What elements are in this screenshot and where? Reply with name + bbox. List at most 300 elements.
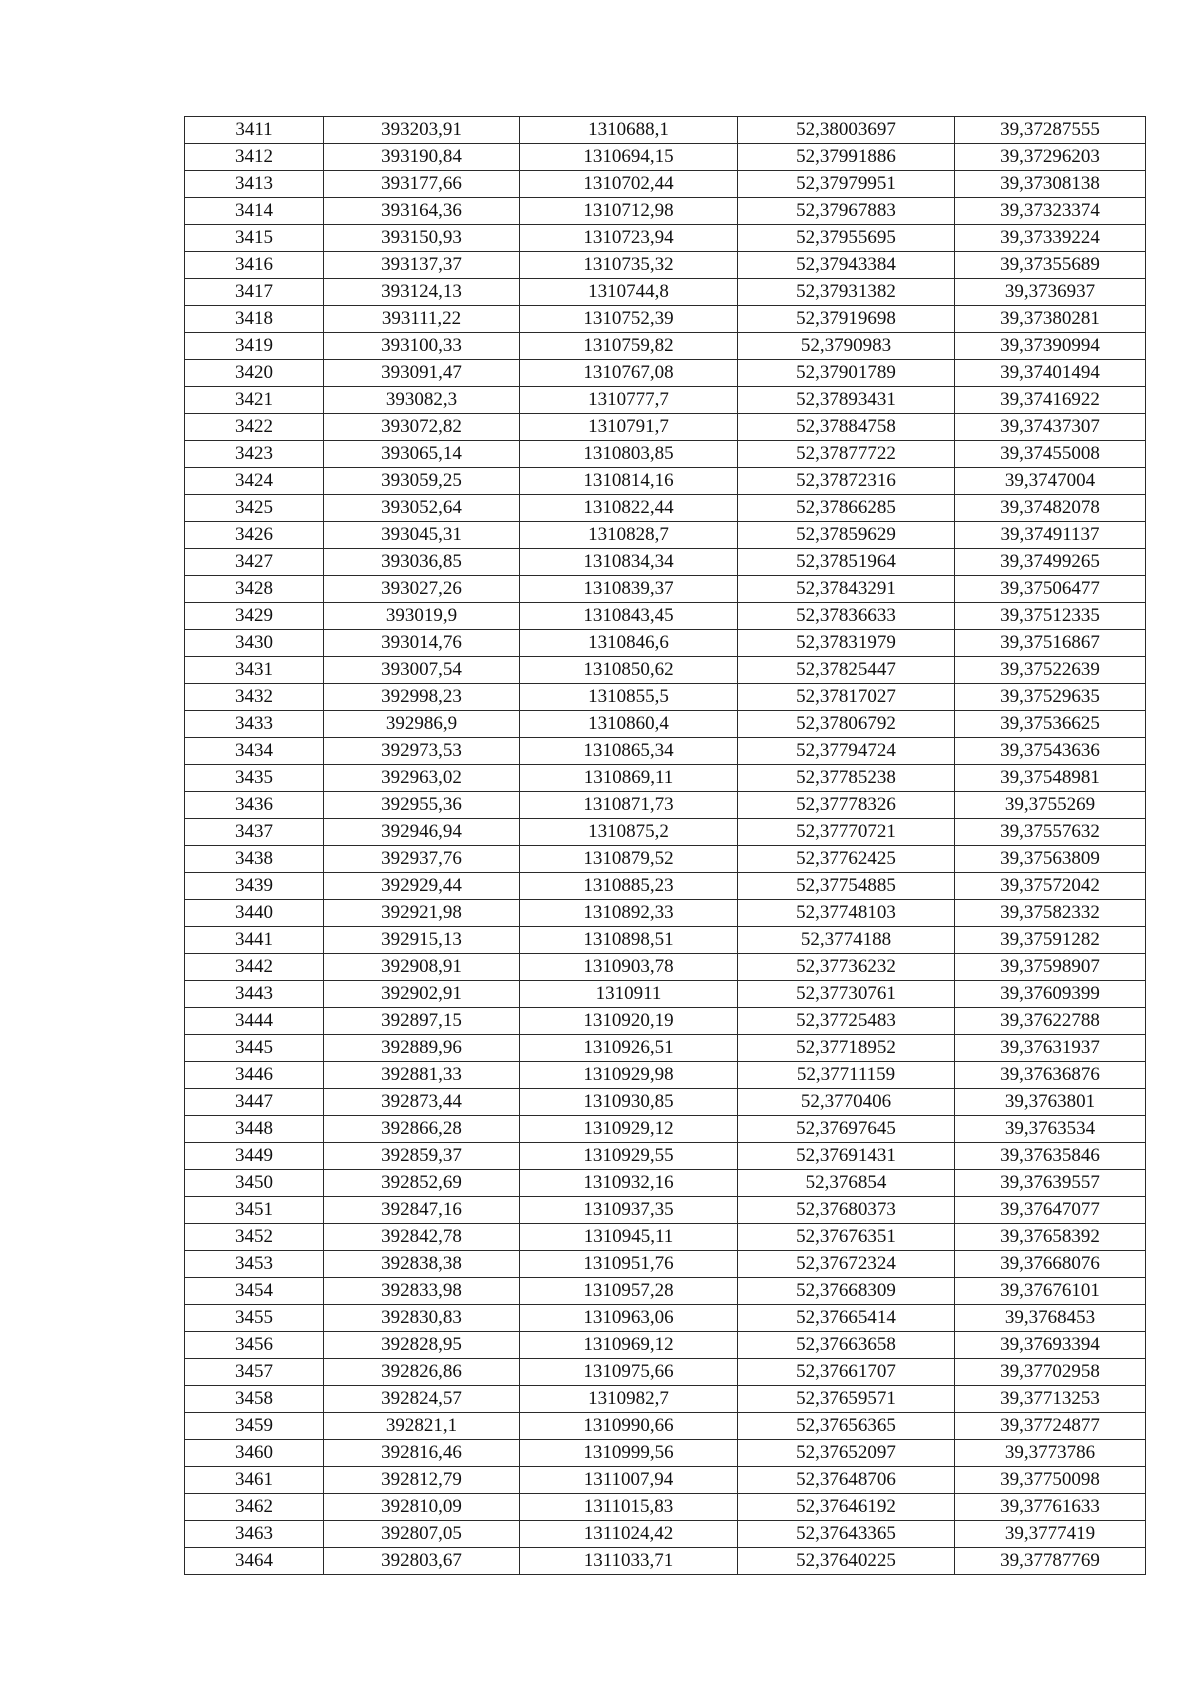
latitude-cell: 52,37697645: [738, 1116, 955, 1143]
point-number-cell: 3444: [185, 1008, 324, 1035]
longitude-cell: 39,37713253: [955, 1386, 1146, 1413]
table-row: [185, 1521, 1146, 1548]
point-number-cell: 3421: [185, 387, 324, 414]
latitude-cell: 52,37672324: [738, 1251, 955, 1278]
longitude-cell: 39,37639557: [955, 1170, 1146, 1197]
table-row: [185, 144, 1146, 171]
table-row: [185, 1467, 1146, 1494]
latitude-cell: 52,37652097: [738, 1440, 955, 1467]
y-coordinate-cell: 1310803,85: [520, 441, 738, 468]
point-number-cell: 3426: [185, 522, 324, 549]
latitude-cell: 52,37754885: [738, 873, 955, 900]
longitude-cell: 39,3763534: [955, 1116, 1146, 1143]
latitude-cell: 52,37691431: [738, 1143, 955, 1170]
longitude-cell: 39,37339224: [955, 225, 1146, 252]
x-coordinate-cell: 392812,79: [324, 1467, 520, 1494]
point-number-cell: 3455: [185, 1305, 324, 1332]
y-coordinate-cell: 1311033,71: [520, 1548, 738, 1575]
latitude-cell: 52,37825447: [738, 657, 955, 684]
table-row: [185, 657, 1146, 684]
longitude-cell: 39,37591282: [955, 927, 1146, 954]
y-coordinate-cell: 1310767,08: [520, 360, 738, 387]
table-row: [185, 711, 1146, 738]
y-coordinate-cell: 1310892,33: [520, 900, 738, 927]
longitude-cell: 39,37635846: [955, 1143, 1146, 1170]
longitude-cell: 39,3773786: [955, 1440, 1146, 1467]
longitude-cell: 39,37543636: [955, 738, 1146, 765]
point-number-cell: 3452: [185, 1224, 324, 1251]
point-number-cell: 3422: [185, 414, 324, 441]
point-number-cell: 3423: [185, 441, 324, 468]
y-coordinate-cell: 1310999,56: [520, 1440, 738, 1467]
point-number-cell: 3460: [185, 1440, 324, 1467]
point-number-cell: 3434: [185, 738, 324, 765]
longitude-cell: 39,37390994: [955, 333, 1146, 360]
latitude-cell: 52,37656365: [738, 1413, 955, 1440]
y-coordinate-cell: 1310963,06: [520, 1305, 738, 1332]
y-coordinate-cell: 1310990,66: [520, 1413, 738, 1440]
latitude-cell: 52,37831979: [738, 630, 955, 657]
latitude-cell: 52,376854: [738, 1170, 955, 1197]
longitude-cell: 39,3747004: [955, 468, 1146, 495]
table-row: [185, 1548, 1146, 1575]
y-coordinate-cell: 1310930,85: [520, 1089, 738, 1116]
table-row: [185, 738, 1146, 765]
longitude-cell: 39,37522639: [955, 657, 1146, 684]
table-row: [185, 954, 1146, 981]
x-coordinate-cell: 392838,38: [324, 1251, 520, 1278]
x-coordinate-cell: 392881,33: [324, 1062, 520, 1089]
longitude-cell: 39,37750098: [955, 1467, 1146, 1494]
point-number-cell: 3411: [185, 117, 324, 144]
x-coordinate-cell: 393019,9: [324, 603, 520, 630]
x-coordinate-cell: 393065,14: [324, 441, 520, 468]
latitude-cell: 52,37943384: [738, 252, 955, 279]
longitude-cell: 39,37598907: [955, 954, 1146, 981]
point-number-cell: 3440: [185, 900, 324, 927]
longitude-cell: 39,3736937: [955, 279, 1146, 306]
latitude-cell: 52,37661707: [738, 1359, 955, 1386]
point-number-cell: 3451: [185, 1197, 324, 1224]
latitude-cell: 52,37991886: [738, 144, 955, 171]
y-coordinate-cell: 1310712,98: [520, 198, 738, 225]
latitude-cell: 52,37680373: [738, 1197, 955, 1224]
table-row: [185, 1386, 1146, 1413]
longitude-cell: 39,37622788: [955, 1008, 1146, 1035]
point-number-cell: 3429: [185, 603, 324, 630]
table-row: [185, 819, 1146, 846]
table-row: [185, 765, 1146, 792]
table-row: [185, 684, 1146, 711]
table-row: [185, 1089, 1146, 1116]
y-coordinate-cell: 1310834,34: [520, 549, 738, 576]
latitude-cell: 52,37817027: [738, 684, 955, 711]
y-coordinate-cell: 1310885,23: [520, 873, 738, 900]
y-coordinate-cell: 1310759,82: [520, 333, 738, 360]
latitude-cell: 52,37778326: [738, 792, 955, 819]
longitude-cell: 39,37416922: [955, 387, 1146, 414]
longitude-cell: 39,37609399: [955, 981, 1146, 1008]
latitude-cell: 52,37836633: [738, 603, 955, 630]
x-coordinate-cell: 393111,22: [324, 306, 520, 333]
table-row: [185, 387, 1146, 414]
x-coordinate-cell: 392963,02: [324, 765, 520, 792]
table-row: [185, 1440, 1146, 1467]
point-number-cell: 3415: [185, 225, 324, 252]
point-number-cell: 3445: [185, 1035, 324, 1062]
longitude-cell: 39,37572042: [955, 873, 1146, 900]
longitude-cell: 39,37323374: [955, 198, 1146, 225]
y-coordinate-cell: 1310822,44: [520, 495, 738, 522]
x-coordinate-cell: 393036,85: [324, 549, 520, 576]
x-coordinate-cell: 392842,78: [324, 1224, 520, 1251]
y-coordinate-cell: 1310865,34: [520, 738, 738, 765]
y-coordinate-cell: 1310898,51: [520, 927, 738, 954]
y-coordinate-cell: 1310828,7: [520, 522, 738, 549]
longitude-cell: 39,37499265: [955, 549, 1146, 576]
table-row: [185, 1224, 1146, 1251]
x-coordinate-cell: 392824,57: [324, 1386, 520, 1413]
x-coordinate-cell: 392859,37: [324, 1143, 520, 1170]
latitude-cell: 52,37851964: [738, 549, 955, 576]
point-number-cell: 3439: [185, 873, 324, 900]
table-row: [185, 1116, 1146, 1143]
latitude-cell: 52,37725483: [738, 1008, 955, 1035]
x-coordinate-cell: 392803,67: [324, 1548, 520, 1575]
longitude-cell: 39,37506477: [955, 576, 1146, 603]
x-coordinate-cell: 393014,76: [324, 630, 520, 657]
latitude-cell: 52,37676351: [738, 1224, 955, 1251]
table-row: [185, 252, 1146, 279]
point-number-cell: 3432: [185, 684, 324, 711]
latitude-cell: 52,37659571: [738, 1386, 955, 1413]
longitude-cell: 39,37693394: [955, 1332, 1146, 1359]
x-coordinate-cell: 392902,91: [324, 981, 520, 1008]
longitude-cell: 39,37724877: [955, 1413, 1146, 1440]
table-row: [185, 981, 1146, 1008]
x-coordinate-cell: 392821,1: [324, 1413, 520, 1440]
x-coordinate-cell: 393137,37: [324, 252, 520, 279]
table-row: [185, 225, 1146, 252]
y-coordinate-cell: 1310744,8: [520, 279, 738, 306]
x-coordinate-cell: 392973,53: [324, 738, 520, 765]
longitude-cell: 39,37355689: [955, 252, 1146, 279]
longitude-cell: 39,37676101: [955, 1278, 1146, 1305]
y-coordinate-cell: 1311007,94: [520, 1467, 738, 1494]
latitude-cell: 52,37843291: [738, 576, 955, 603]
y-coordinate-cell: 1310926,51: [520, 1035, 738, 1062]
x-coordinate-cell: 392915,13: [324, 927, 520, 954]
table-row: [185, 1278, 1146, 1305]
table-row: [185, 360, 1146, 387]
longitude-cell: 39,37658392: [955, 1224, 1146, 1251]
longitude-cell: 39,37787769: [955, 1548, 1146, 1575]
table-row: [185, 171, 1146, 198]
x-coordinate-cell: 393150,93: [324, 225, 520, 252]
longitude-cell: 39,37287555: [955, 117, 1146, 144]
x-coordinate-cell: 393164,36: [324, 198, 520, 225]
longitude-cell: 39,37512335: [955, 603, 1146, 630]
x-coordinate-cell: 392852,69: [324, 1170, 520, 1197]
x-coordinate-cell: 392816,46: [324, 1440, 520, 1467]
table-row: [185, 549, 1146, 576]
longitude-cell: 39,37308138: [955, 171, 1146, 198]
longitude-cell: 39,37536625: [955, 711, 1146, 738]
longitude-cell: 39,37401494: [955, 360, 1146, 387]
longitude-cell: 39,37529635: [955, 684, 1146, 711]
x-coordinate-cell: 393100,33: [324, 333, 520, 360]
point-number-cell: 3456: [185, 1332, 324, 1359]
point-number-cell: 3428: [185, 576, 324, 603]
table-row: [185, 1305, 1146, 1332]
x-coordinate-cell: 393007,54: [324, 657, 520, 684]
latitude-cell: 52,37762425: [738, 846, 955, 873]
y-coordinate-cell: 1310929,12: [520, 1116, 738, 1143]
point-number-cell: 3424: [185, 468, 324, 495]
y-coordinate-cell: 1310951,76: [520, 1251, 738, 1278]
table-row: [185, 1035, 1146, 1062]
latitude-cell: 52,37919698: [738, 306, 955, 333]
longitude-cell: 39,37631937: [955, 1035, 1146, 1062]
x-coordinate-cell: 393072,82: [324, 414, 520, 441]
longitude-cell: 39,37455008: [955, 441, 1146, 468]
table-row: [185, 1062, 1146, 1089]
table-row: [185, 1494, 1146, 1521]
point-number-cell: 3448: [185, 1116, 324, 1143]
longitude-cell: 39,37761633: [955, 1494, 1146, 1521]
point-number-cell: 3425: [185, 495, 324, 522]
y-coordinate-cell: 1310871,73: [520, 792, 738, 819]
table-row: [185, 1197, 1146, 1224]
point-number-cell: 3413: [185, 171, 324, 198]
latitude-cell: 52,37648706: [738, 1467, 955, 1494]
point-number-cell: 3441: [185, 927, 324, 954]
latitude-cell: 52,3790983: [738, 333, 955, 360]
longitude-cell: 39,37647077: [955, 1197, 1146, 1224]
y-coordinate-cell: 1310969,12: [520, 1332, 738, 1359]
table-row: [185, 603, 1146, 630]
x-coordinate-cell: 393190,84: [324, 144, 520, 171]
latitude-cell: 52,37877722: [738, 441, 955, 468]
y-coordinate-cell: 1310860,4: [520, 711, 738, 738]
x-coordinate-cell: 392998,23: [324, 684, 520, 711]
table-row: [185, 279, 1146, 306]
point-number-cell: 3459: [185, 1413, 324, 1440]
x-coordinate-cell: 392937,76: [324, 846, 520, 873]
table-row: [185, 630, 1146, 657]
longitude-cell: 39,37557632: [955, 819, 1146, 846]
y-coordinate-cell: 1310855,5: [520, 684, 738, 711]
point-number-cell: 3454: [185, 1278, 324, 1305]
x-coordinate-cell: 392908,91: [324, 954, 520, 981]
latitude-cell: 52,37884758: [738, 414, 955, 441]
table-row: [185, 1359, 1146, 1386]
point-number-cell: 3443: [185, 981, 324, 1008]
y-coordinate-cell: 1311024,42: [520, 1521, 738, 1548]
table-row: [185, 441, 1146, 468]
table-row: [185, 1170, 1146, 1197]
y-coordinate-cell: 1310903,78: [520, 954, 738, 981]
x-coordinate-cell: 393059,25: [324, 468, 520, 495]
longitude-cell: 39,37636876: [955, 1062, 1146, 1089]
latitude-cell: 52,37859629: [738, 522, 955, 549]
table-row: [185, 792, 1146, 819]
point-number-cell: 3417: [185, 279, 324, 306]
longitude-cell: 39,3768453: [955, 1305, 1146, 1332]
point-number-cell: 3462: [185, 1494, 324, 1521]
latitude-cell: 52,37665414: [738, 1305, 955, 1332]
longitude-cell: 39,37380281: [955, 306, 1146, 333]
point-number-cell: 3446: [185, 1062, 324, 1089]
x-coordinate-cell: 392833,98: [324, 1278, 520, 1305]
table-row: [185, 1143, 1146, 1170]
x-coordinate-cell: 392810,09: [324, 1494, 520, 1521]
table-row: [185, 306, 1146, 333]
latitude-cell: 52,37640225: [738, 1548, 955, 1575]
table-row: [185, 198, 1146, 225]
y-coordinate-cell: 1310879,52: [520, 846, 738, 873]
point-number-cell: 3463: [185, 1521, 324, 1548]
point-number-cell: 3447: [185, 1089, 324, 1116]
longitude-cell: 39,37563809: [955, 846, 1146, 873]
table-row: [185, 468, 1146, 495]
latitude-cell: 52,37668309: [738, 1278, 955, 1305]
longitude-cell: 39,37491137: [955, 522, 1146, 549]
latitude-cell: 52,37872316: [738, 468, 955, 495]
longitude-cell: 39,3755269: [955, 792, 1146, 819]
point-number-cell: 3461: [185, 1467, 324, 1494]
latitude-cell: 52,37931382: [738, 279, 955, 306]
y-coordinate-cell: 1310920,19: [520, 1008, 738, 1035]
longitude-cell: 39,3763801: [955, 1089, 1146, 1116]
table-row: [185, 1251, 1146, 1278]
y-coordinate-cell: 1310735,32: [520, 252, 738, 279]
latitude-cell: 52,37646192: [738, 1494, 955, 1521]
latitude-cell: 52,37748103: [738, 900, 955, 927]
table-row: [185, 846, 1146, 873]
x-coordinate-cell: 393027,26: [324, 576, 520, 603]
y-coordinate-cell: 1310929,55: [520, 1143, 738, 1170]
point-number-cell: 3431: [185, 657, 324, 684]
latitude-cell: 52,37711159: [738, 1062, 955, 1089]
point-number-cell: 3453: [185, 1251, 324, 1278]
point-number-cell: 3418: [185, 306, 324, 333]
x-coordinate-cell: 392929,44: [324, 873, 520, 900]
y-coordinate-cell: 1310688,1: [520, 117, 738, 144]
longitude-cell: 39,37516867: [955, 630, 1146, 657]
latitude-cell: 52,37955695: [738, 225, 955, 252]
point-number-cell: 3437: [185, 819, 324, 846]
y-coordinate-cell: 1310843,45: [520, 603, 738, 630]
point-number-cell: 3416: [185, 252, 324, 279]
y-coordinate-cell: 1310791,7: [520, 414, 738, 441]
point-number-cell: 3433: [185, 711, 324, 738]
y-coordinate-cell: 1310982,7: [520, 1386, 738, 1413]
coordinates-table: [184, 116, 1146, 1575]
point-number-cell: 3435: [185, 765, 324, 792]
x-coordinate-cell: 392866,28: [324, 1116, 520, 1143]
y-coordinate-cell: 1310945,11: [520, 1224, 738, 1251]
table-row: [185, 900, 1146, 927]
x-coordinate-cell: 393082,3: [324, 387, 520, 414]
x-coordinate-cell: 393052,64: [324, 495, 520, 522]
y-coordinate-cell: 1310937,35: [520, 1197, 738, 1224]
longitude-cell: 39,37668076: [955, 1251, 1146, 1278]
y-coordinate-cell: 1310839,37: [520, 576, 738, 603]
table-row: [185, 1413, 1146, 1440]
latitude-cell: 52,37736232: [738, 954, 955, 981]
longitude-cell: 39,37296203: [955, 144, 1146, 171]
x-coordinate-cell: 393177,66: [324, 171, 520, 198]
point-number-cell: 3458: [185, 1386, 324, 1413]
y-coordinate-cell: 1310875,2: [520, 819, 738, 846]
latitude-cell: 52,37967883: [738, 198, 955, 225]
point-number-cell: 3427: [185, 549, 324, 576]
point-number-cell: 3420: [185, 360, 324, 387]
x-coordinate-cell: 392873,44: [324, 1089, 520, 1116]
longitude-cell: 39,37702958: [955, 1359, 1146, 1386]
latitude-cell: 52,37806792: [738, 711, 955, 738]
y-coordinate-cell: 1310975,66: [520, 1359, 738, 1386]
point-number-cell: 3450: [185, 1170, 324, 1197]
table-row: [185, 576, 1146, 603]
table-row: [185, 414, 1146, 441]
longitude-cell: 39,37482078: [955, 495, 1146, 522]
y-coordinate-cell: 1310777,7: [520, 387, 738, 414]
point-number-cell: 3414: [185, 198, 324, 225]
x-coordinate-cell: 392897,15: [324, 1008, 520, 1035]
y-coordinate-cell: 1310814,16: [520, 468, 738, 495]
table-row: [185, 333, 1146, 360]
table-row: [185, 873, 1146, 900]
latitude-cell: 52,37893431: [738, 387, 955, 414]
table-row: [185, 522, 1146, 549]
point-number-cell: 3442: [185, 954, 324, 981]
point-number-cell: 3438: [185, 846, 324, 873]
coordinates-table-body: [185, 117, 1146, 1575]
longitude-cell: 39,37437307: [955, 414, 1146, 441]
x-coordinate-cell: 392921,98: [324, 900, 520, 927]
point-number-cell: 3430: [185, 630, 324, 657]
longitude-cell: 39,37548981: [955, 765, 1146, 792]
longitude-cell: 39,37582332: [955, 900, 1146, 927]
latitude-cell: 52,3770406: [738, 1089, 955, 1116]
x-coordinate-cell: 393124,13: [324, 279, 520, 306]
x-coordinate-cell: 392986,9: [324, 711, 520, 738]
y-coordinate-cell: 1310929,98: [520, 1062, 738, 1089]
latitude-cell: 52,37643365: [738, 1521, 955, 1548]
x-coordinate-cell: 393091,47: [324, 360, 520, 387]
x-coordinate-cell: 392830,83: [324, 1305, 520, 1332]
x-coordinate-cell: 392826,86: [324, 1359, 520, 1386]
latitude-cell: 52,37770721: [738, 819, 955, 846]
table-row: [185, 1332, 1146, 1359]
latitude-cell: 52,37730761: [738, 981, 955, 1008]
y-coordinate-cell: 1310850,62: [520, 657, 738, 684]
y-coordinate-cell: 1310869,11: [520, 765, 738, 792]
table-row: [185, 1008, 1146, 1035]
x-coordinate-cell: 393045,31: [324, 522, 520, 549]
latitude-cell: 52,38003697: [738, 117, 955, 144]
x-coordinate-cell: 392807,05: [324, 1521, 520, 1548]
latitude-cell: 52,3774188: [738, 927, 955, 954]
x-coordinate-cell: 392847,16: [324, 1197, 520, 1224]
x-coordinate-cell: 393203,91: [324, 117, 520, 144]
y-coordinate-cell: 1310846,6: [520, 630, 738, 657]
table-row: [185, 117, 1146, 144]
point-number-cell: 3436: [185, 792, 324, 819]
x-coordinate-cell: 392828,95: [324, 1332, 520, 1359]
